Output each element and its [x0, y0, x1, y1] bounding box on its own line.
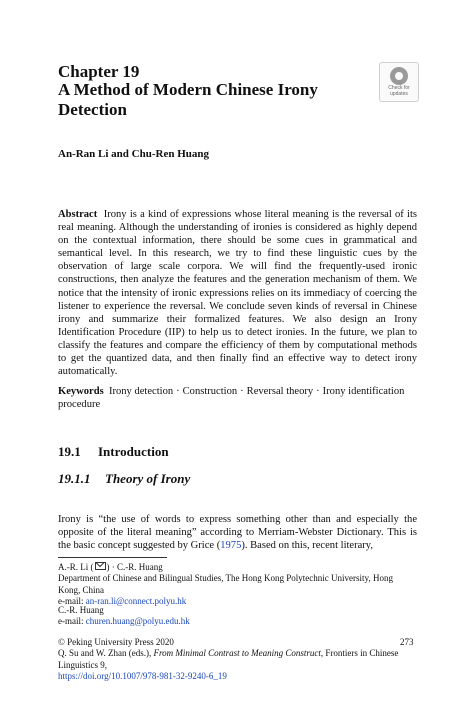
- keywords-label: Keywords: [58, 386, 104, 397]
- badge-line-1: Check for: [388, 85, 410, 91]
- intro-text-2: ). Based on this, recent literary,: [241, 540, 374, 552]
- page-number: 273: [400, 637, 414, 647]
- footnote-divider: [58, 557, 167, 558]
- copyright: © Peking University Press 2020: [58, 637, 174, 647]
- subsection-title: Theory of Irony: [105, 471, 191, 486]
- check-for-updates-badge[interactable]: [379, 62, 419, 102]
- editors: Q. Su and W. Zhan (eds.),: [58, 648, 152, 659]
- subsection-number: 19.1.1: [58, 471, 91, 486]
- affiliation: Department of Chinese and Bilingual Studies, The Hong Kong Polytechnic University, Hong Kong, China: [58, 573, 393, 595]
- doi-link[interactable]: https://doi.org/10.1007/978-981-32-9240-6_19: [58, 670, 227, 681]
- author-2: C.-R. Huang: [58, 605, 104, 615]
- keyword-separator: ·: [176, 386, 180, 397]
- citation-link[interactable]: 1975: [220, 540, 242, 552]
- keyword-item: Irony detection: [108, 386, 174, 397]
- author-affiliation-2: [58, 605, 417, 628]
- chapter-number: Chapter 19: [58, 62, 140, 81]
- email-link-2[interactable]: churen.huang@polyu.edu.hk: [85, 616, 190, 627]
- author-line: [58, 562, 417, 573]
- author-affiliation-1: [58, 562, 417, 607]
- email-link-1[interactable]: an-ran.li@connect.polyu.hk: [85, 595, 187, 606]
- section-title: Introduction: [98, 444, 169, 459]
- email-line-2: [58, 616, 417, 627]
- keyword-item: Construction: [182, 386, 238, 397]
- keyword-separator: ·: [316, 386, 320, 397]
- keyword-item: Reversal theory: [246, 386, 314, 397]
- intro-text-1: Irony is “the use of words to express something other than and especially the opposite of the literal meaning” according to Merriam-Webster Dictionary. This is the basic concept suggested by Grice (: [58, 514, 417, 552]
- author-name-1: A.-R. Li (: [58, 562, 94, 572]
- editors-line: [58, 648, 417, 671]
- publication-info: [58, 637, 417, 682]
- badge-line-2: updates: [390, 90, 408, 97]
- crossmark-icon: [390, 67, 408, 85]
- section-heading: [58, 444, 169, 460]
- section-number: 19.1: [58, 444, 81, 459]
- envelope-icon: [95, 562, 106, 570]
- abstract-label: Abstract: [58, 209, 98, 220]
- keywords: [58, 385, 417, 411]
- authors: An-Ran Li and Chu-Ren Huang: [58, 148, 209, 160]
- author-name-2: ) · C.-R. Huang: [106, 562, 163, 572]
- keyword-separator: ·: [240, 386, 244, 397]
- series: , Frontiers in Chinese Linguistics 9,: [58, 648, 399, 670]
- chapter-title: A Method of Modern Chinese Irony Detection: [58, 80, 318, 119]
- subsection-heading: [58, 471, 190, 487]
- abstract: [58, 208, 417, 378]
- email-label: e-mail:: [58, 595, 84, 606]
- intro-paragraph: [58, 513, 417, 552]
- abstract-text: Irony is a kind of expressions whose literal meaning is the reversal of its real meaning. Although the understanding of ironies is considered as highly depend on the contextual information, there should be some cues in grammatical and semantical level. In this research, we try to find these linguistic cues by the observation of large scale corpora. We will find the frequently-used ironic constructions, then analyze the features and the generation mechanism of them. We notice that the intensity of ironic expressions relies on its immediacy of coercing the listener to experience the reversal. We conclude seven kinds of reversal in Chinese irony and summarize their formalized features. We also design an Irony Identification Procedure (IIP) to help us to detect ironies. In the future, we plan to classify the features and compare the efficiency of them by computational methods to get the quantized data, and then finally find an effective way to detect irony automatically.: [58, 209, 418, 378]
- email-label: e-mail:: [58, 616, 84, 627]
- keyword-item: Irony identification procedure: [58, 386, 405, 411]
- book-title: From Minimal Contrast to Meaning Construct: [153, 648, 321, 659]
